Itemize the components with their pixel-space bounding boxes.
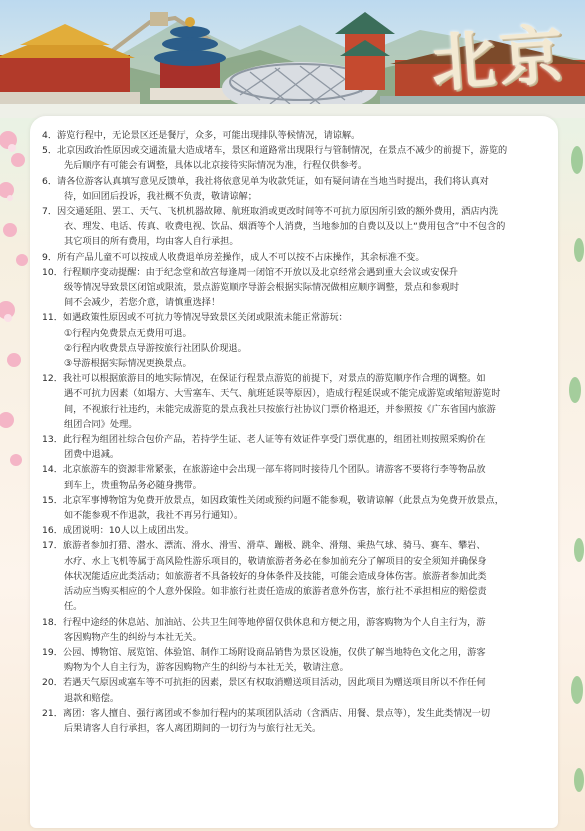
- notice-line: 18．行程中途经的休息站、加油站、公共卫生间等地停留仅供休息和方便之用，游客购物为个人自主行为，游: [42, 616, 486, 628]
- notice-item: [42, 204, 552, 250]
- notice-line: 活动应当购买相应的个人意外保险。如非旅行社责任造成的旅游者意外伤害，旅行社不承担相应的赔偿责: [64, 586, 487, 598]
- notice-line: 12．我社可以根据旅游目的地实际情况，在保证行程景点游览的前提下，对景点的游览顺序作合理的调整。如: [42, 373, 486, 385]
- notice-line: 衣、理发、电话、传真、收费电视、饮品、烟酒等个人消费，当地参加的自费以及以上“费用包含”中不包含的: [64, 221, 506, 233]
- notice-line: 9．所有产品儿童不可以按成人收费退单房差操作，成人不可以按不占床操作，其余标准不变。: [42, 251, 425, 263]
- notice-line: 后果请客人自行承担，客人离团期间的一切行为与旅行社无关。: [64, 722, 322, 734]
- notice-line: 间不会减少，若您介意，请慎重选择！: [64, 297, 221, 309]
- notice-line: 体状况能适应此类活动；如旅游者不具备较好的身体条件及技能，可能会造成身体伤害。旅游者参加此类: [64, 570, 487, 582]
- notice-line: 到车上，贵重物品务必随身携带。: [64, 479, 202, 491]
- notice-line: 任。: [64, 601, 83, 613]
- notice-line: 21．离团：客人擅自、强行离团或不参加行程内的某项团队活动（含酒店、用餐、景点等），发生此类情况一切: [42, 707, 491, 719]
- notice-line: ①行程内免费景点无费用可退。: [64, 327, 192, 339]
- notice-line: 间，不视旅行社违约，未能完成游览的景点我社只按旅行社协议门票价格退还，并参照按《广东省国内旅游: [64, 403, 496, 415]
- notice-line: 4．游览行程中，无论景区还是餐厅，众多，可能出现排队等候情况，请谅解。: [42, 130, 361, 141]
- notice-line: 如不能参观不作退款，我社不再另行通知）。: [64, 510, 244, 522]
- notice-line: 其它项目的所有费用，均由客人自行承担。: [64, 236, 239, 248]
- notice-line: 退款和赔偿。: [64, 692, 120, 704]
- notice-line: 组团合同》处理。: [64, 418, 138, 430]
- notice-line: 5．北京因政治性原因或交通流量大造成堵车，景区和道路常出现限行与管制情况，在景点不减少的前提下，游览的: [42, 145, 508, 157]
- notice-line: 10．行程顺序变动提醒：由于纪念堂和故宫每逢周一闭馆不开放以及北京经常会遇到重大会议或安保升: [42, 266, 458, 278]
- notice-line: 15．北京军事博物馆为免费开放景点，如因政策性关闭或预约问题不能参观，敬请谅解（此景点为免费开放景点，: [42, 494, 504, 506]
- notice-line: 待，如回团后投诉，我社概不负责，敬请谅解；: [64, 190, 257, 202]
- notice-item: [42, 432, 552, 462]
- notice-item: [42, 615, 552, 645]
- header-title: 北京: [428, 17, 570, 102]
- notice-line: 先后顺序有可能会有调整，具体以北京接待实际情况为准，行程仅供参考。: [64, 160, 368, 172]
- notice-line: 7．因交通延阻、罢工、天气、飞机机器故障、航班取消或更改时间等不可抗力原因所引致的额外费用，酒店内洗: [42, 206, 499, 218]
- notice-line: 6．请各位游客认真填写意见反馈单，我社将依意见单为收款凭证，如有疑问请在当地当时提出，我们将认真对: [42, 175, 489, 187]
- notice-line: 客因购物产生的纠纷与本社无关。: [64, 631, 202, 643]
- notice-item: [42, 675, 552, 705]
- notice-line: ②行程内收费景点导游按旅行社团队价现退。: [64, 342, 247, 354]
- notice-item: [42, 538, 552, 614]
- notice-list: [42, 128, 552, 736]
- notice-item: [42, 371, 552, 432]
- notice-item: [42, 265, 552, 311]
- green-leaves-decoration: [555, 130, 585, 830]
- notice-line: 19．公园、博物馆、展览馆、体验馆、制作工场附设商品销售为景区设施，仅供了解当地特色文化之用，游客: [42, 646, 486, 658]
- notice-item: [42, 250, 552, 265]
- notice-line: 团费中退减。: [64, 449, 120, 461]
- notice-item: [42, 462, 552, 492]
- notice-line: 水疗、水上飞机等属于高风险性游乐项目的，敬请旅游者务必在参加前充分了解项目的安全须知并确保身: [64, 555, 487, 567]
- notice-line: 14．北京旅游车的资源非常紧张，在旅游途中会出现一部车将同时接待几个团队。请游客不要将行李等物品放: [42, 464, 486, 476]
- notice-item: [42, 523, 552, 538]
- notice-item: [42, 128, 552, 143]
- notice-line: 16．成团说明：10人以上成团出发。: [42, 525, 195, 537]
- notice-line: 20．若遇天气原因或塞车等不可抗拒的因素，景区有权取消赠送项目活动，因此项目为赠送项目所以不作任何: [42, 677, 486, 689]
- notice-line: 遇不可抗力因素（如塌方、大雪塞车、天气、航班延误等原因），造成行程延误或不能完成游览或缩短游览时: [64, 388, 501, 400]
- notice-item: [42, 706, 552, 736]
- notice-line: 级等情况导致景区闭馆或限流，景点游览顺序导游会根据实际情况做相应顺序调整，景点和参观时: [64, 282, 460, 294]
- notice-line: 购物为个人自主行为，游客因购物产生的纠纷与本社无关，敬请注意。: [64, 662, 349, 674]
- notice-item: [42, 493, 552, 523]
- notice-line: 11．如遇政策性原因或不可抗力等情况导致景区关闭或限流未能正常游玩：: [42, 312, 348, 324]
- notice-line: ③导游根据实际情况更换景点。: [64, 358, 192, 370]
- notice-item: [42, 143, 552, 173]
- notice-item: [42, 645, 552, 675]
- notice-item: [42, 310, 552, 371]
- notice-line: 17．旅游者参加打猎、潜水、漂流、滑水、滑雪、滑草、蹦极、跳伞、滑翔、乘热气球、骑马、赛车、攀岩、: [42, 540, 486, 552]
- notice-item: [42, 174, 552, 204]
- notice-line: 13．此行程为组团社综合包价产品，若持学生证、老人证等有效证件享受门票优惠的，组团社则按照采购价在: [42, 434, 486, 446]
